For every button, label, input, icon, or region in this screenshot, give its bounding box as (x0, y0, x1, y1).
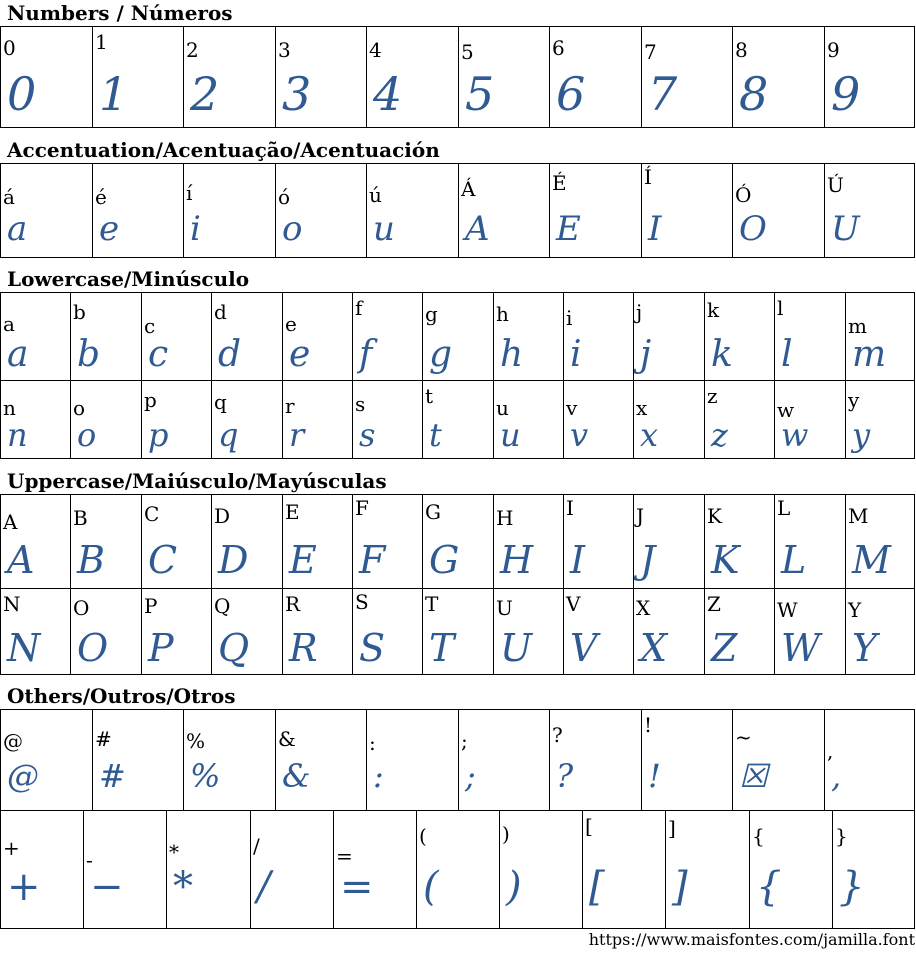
glyph-cell (211, 495, 282, 588)
glyph-label: u (496, 396, 509, 420)
glyph-label: W (777, 598, 798, 622)
glyph-sample: p (148, 416, 169, 454)
footer-url: https://www.maisfontes.com/jamilla.font (588, 930, 915, 949)
glyph-cell (704, 589, 774, 674)
glyph-sample: o (282, 209, 303, 249)
glyph-cell (211, 381, 282, 458)
glyph-label: K (707, 504, 722, 528)
glyph-label: L (777, 496, 791, 520)
glyph-cell (0, 710, 92, 810)
glyph-cell (0, 811, 83, 928)
glyph-label: t (425, 384, 434, 408)
glyph-cell (275, 164, 366, 257)
glyph-cell (845, 293, 915, 380)
glyph-sample: K (711, 538, 740, 582)
section-title-uppercase: Uppercase/Maiúsculo/Mayúsculas (7, 469, 387, 493)
glyph-sample: 0 (7, 67, 37, 121)
glyph-cell (70, 293, 141, 380)
glyph-label: I (566, 496, 574, 520)
glyph-label: F (355, 496, 369, 520)
glyph-label: m (848, 314, 867, 338)
glyph-sample: U (831, 209, 860, 249)
glyph-cell (633, 495, 704, 588)
glyph-label: N (3, 592, 21, 616)
glyph-label: % (186, 729, 206, 753)
section-title-others: Others/Outros/Otros (7, 684, 236, 708)
glyph-label: Í (644, 165, 652, 189)
glyph-label: U (496, 596, 513, 620)
glyph-sample: X (640, 626, 668, 670)
glyph-sample: − (90, 864, 124, 910)
glyph-label: Y (848, 598, 862, 622)
glyph-sample: 7 (648, 67, 678, 121)
glyph-sample: 5 (465, 67, 495, 121)
glyph-cell (824, 710, 915, 810)
glyph-cell (563, 381, 633, 458)
glyph-sample: # (99, 757, 126, 795)
glyph-cell (141, 495, 211, 588)
accents-row (0, 163, 915, 258)
glyph-cell (493, 381, 563, 458)
glyph-label: D (214, 504, 231, 528)
glyph-label: b (73, 300, 86, 324)
glyph-cell (282, 589, 352, 674)
glyph-cell (250, 811, 333, 928)
glyph-sample: E (289, 538, 317, 582)
glyph-cell (665, 811, 749, 928)
glyph-label: [ (585, 814, 593, 838)
glyph-label: d (214, 300, 227, 324)
glyph-cell (458, 164, 549, 257)
glyph-label: h (496, 302, 509, 326)
glyph-cell (352, 495, 422, 588)
glyph-label: 6 (552, 36, 565, 60)
glyph-label: ] (668, 816, 676, 840)
glyph-sample: T (429, 626, 455, 670)
glyph-sample: d (218, 334, 242, 375)
glyph-label: C (144, 502, 160, 526)
glyph-label: G (425, 500, 441, 524)
glyph-cell (458, 710, 549, 810)
glyph-label: } (835, 824, 848, 848)
glyph-cell (0, 293, 70, 380)
glyph-sample: W (781, 626, 821, 670)
glyph-cell (499, 811, 582, 928)
glyph-cell (458, 27, 549, 127)
glyph-sample: n (7, 416, 28, 454)
glyph-sample: O (739, 209, 767, 249)
glyph-sample: h (500, 334, 524, 375)
glyph-cell (641, 710, 732, 810)
glyph-sample: u (500, 416, 521, 454)
glyph-sample: P (148, 626, 174, 670)
glyph-label: q (214, 390, 227, 414)
others-row-1 (0, 709, 915, 811)
glyph-cell (183, 27, 275, 127)
glyph-cell (0, 589, 70, 674)
glyph-sample: [ (589, 864, 605, 910)
glyph-cell (92, 27, 183, 127)
glyph-label: ; (461, 729, 468, 753)
glyph-sample: { (756, 864, 782, 910)
glyph-sample: Y (852, 626, 878, 670)
glyph-sample: ☒ (739, 757, 768, 795)
glyph-label: O (73, 596, 90, 620)
glyph-sample: 6 (556, 67, 586, 121)
glyph-cell (141, 589, 211, 674)
glyph-cell (422, 495, 493, 588)
glyph-cell (493, 293, 563, 380)
lowercase-row-1 (0, 292, 915, 381)
glyph-cell (282, 293, 352, 380)
glyph-label: T (425, 592, 439, 616)
glyph-label: V (566, 592, 581, 616)
glyph-sample: a (7, 334, 29, 375)
glyph-sample: I (570, 538, 586, 582)
glyph-sample: s (359, 416, 376, 454)
glyph-sample: } (839, 864, 865, 910)
glyph-sample: % (190, 757, 221, 795)
glyph-sample: D (218, 538, 249, 582)
glyph-cell (749, 811, 832, 928)
glyph-label: c (144, 314, 156, 338)
glyph-cell (183, 710, 275, 810)
glyph-label: - (86, 848, 93, 872)
glyph-label: 9 (827, 38, 840, 62)
glyph-label: , (827, 739, 834, 763)
glyph-sample: J (640, 538, 656, 582)
glyph-label: ú (369, 183, 382, 207)
glyph-cell (549, 27, 641, 127)
glyph-cell (774, 495, 845, 588)
glyph-label: X (636, 596, 651, 620)
glyph-sample: E (556, 209, 581, 249)
glyph-cell (0, 164, 92, 257)
glyph-label: É (552, 171, 567, 195)
numbers-row (0, 26, 915, 128)
glyph-sample: i (190, 209, 201, 249)
glyph-sample: B (77, 538, 105, 582)
glyph-label: P (144, 594, 158, 618)
glyph-sample: R (289, 626, 318, 670)
glyph-cell (493, 589, 563, 674)
uppercase-row-1 (0, 494, 915, 589)
glyph-label: 5 (461, 40, 474, 64)
glyph-label: s (355, 392, 366, 416)
glyph-sample: j (640, 334, 652, 375)
glyph-label: í (186, 181, 193, 205)
glyph-cell (366, 164, 458, 257)
glyph-label: J (636, 504, 645, 528)
glyph-label: 7 (644, 40, 657, 64)
section-title-accents: Accentuation/Acentuação/Acentuación (7, 138, 440, 162)
glyph-cell (845, 589, 915, 674)
glyph-label: x (636, 396, 648, 420)
glyph-sample: 4 (373, 67, 403, 121)
glyph-sample: , (831, 757, 842, 795)
glyph-sample: M (852, 538, 891, 582)
glyph-label: w (777, 398, 795, 422)
glyph-cell (704, 381, 774, 458)
glyph-sample: U (500, 626, 533, 670)
glyph-cell (582, 811, 665, 928)
glyph-label: f (355, 296, 363, 320)
lowercase-row-2 (0, 380, 915, 459)
glyph-cell (422, 293, 493, 380)
glyph-cell (563, 293, 633, 380)
glyph-label: Q (214, 594, 231, 618)
glyph-sample: ; (465, 757, 476, 795)
glyph-cell (416, 811, 499, 928)
glyph-sample: v (570, 416, 589, 454)
glyph-label: 0 (3, 36, 16, 60)
glyph-label: E (285, 500, 300, 524)
glyph-sample: e (289, 334, 311, 375)
glyph-sample: * (173, 864, 193, 910)
glyph-sample: 9 (831, 67, 861, 121)
glyph-cell (83, 811, 166, 928)
glyph-label: r (285, 394, 295, 418)
glyph-sample: Z (711, 626, 738, 670)
glyph-label: Ó (735, 183, 752, 207)
glyph-label: & (278, 727, 296, 751)
glyph-sample: ) (506, 864, 522, 910)
glyph-label: Á (461, 177, 476, 201)
glyph-sample: H (500, 538, 534, 582)
glyph-sample: S (359, 626, 386, 670)
glyph-label: ! (644, 713, 653, 737)
glyph-cell (422, 589, 493, 674)
glyph-cell (70, 381, 141, 458)
glyph-sample: c (148, 334, 169, 375)
glyph-label: 1 (95, 30, 108, 54)
glyph-cell (275, 710, 366, 810)
glyph-cell (141, 293, 211, 380)
glyph-cell (641, 27, 732, 127)
glyph-sample: 2 (190, 67, 220, 121)
glyph-cell (0, 495, 70, 588)
glyph-label: j (636, 300, 643, 324)
glyph-cell (275, 27, 366, 127)
glyph-label: k (707, 298, 720, 322)
glyph-cell (732, 27, 824, 127)
glyph-sample: N (7, 626, 41, 670)
glyph-cell (422, 381, 493, 458)
glyph-sample: z (711, 416, 728, 454)
glyph-label: R (285, 592, 301, 616)
glyph-sample: L (781, 538, 807, 582)
glyph-cell (166, 811, 250, 928)
glyph-label: ) (502, 822, 510, 846)
glyph-sample: f (359, 334, 373, 375)
glyph-sample: a (7, 209, 28, 249)
glyph-cell (211, 589, 282, 674)
glyph-cell (70, 589, 141, 674)
glyph-cell (774, 589, 845, 674)
glyph-label: = (336, 844, 353, 868)
glyph-cell (282, 495, 352, 588)
glyph-sample: k (711, 334, 733, 375)
glyph-cell (333, 811, 416, 928)
glyph-sample: w (781, 416, 809, 454)
section-title-numbers: Numbers / Números (7, 1, 233, 25)
glyph-label: B (73, 506, 88, 530)
glyph-cell (845, 495, 915, 588)
glyph-sample: 3 (282, 67, 312, 121)
glyph-cell (633, 381, 704, 458)
glyph-cell (183, 164, 275, 257)
glyph-cell (824, 27, 915, 127)
glyph-label: é (95, 185, 107, 209)
glyph-sample: r (289, 416, 305, 454)
glyph-label: p (144, 388, 157, 412)
glyph-cell (352, 589, 422, 674)
glyph-sample: o (77, 416, 97, 454)
glyph-label: @ (3, 729, 23, 753)
glyph-cell (641, 164, 732, 257)
glyph-cell (0, 381, 70, 458)
glyph-cell (563, 495, 633, 588)
glyph-sample: g (429, 334, 453, 375)
glyph-cell (633, 589, 704, 674)
glyph-label: / (253, 834, 260, 858)
glyph-sample: & (282, 757, 311, 795)
glyph-cell (704, 293, 774, 380)
glyph-sample: e (99, 209, 120, 249)
glyph-cell (774, 381, 845, 458)
glyph-label: ( (419, 824, 427, 848)
glyph-sample: Q (218, 626, 250, 670)
glyph-sample: i (570, 334, 582, 375)
glyph-sample: ( (423, 864, 439, 910)
glyph-label: i (566, 306, 573, 330)
glyph-sample: t (429, 416, 442, 454)
glyph-sample: O (77, 626, 109, 670)
glyph-sample: I (648, 209, 662, 249)
glyph-cell (141, 381, 211, 458)
glyph-label: * (169, 840, 179, 864)
glyph-label: g (425, 302, 438, 326)
glyph-label: ? (552, 723, 563, 747)
glyph-cell (633, 293, 704, 380)
glyph-cell (282, 381, 352, 458)
glyph-sample: m (852, 334, 887, 375)
glyph-label: a (3, 312, 15, 336)
glyph-label: Z (707, 592, 721, 616)
glyph-sample: @ (7, 757, 39, 795)
glyph-cell (732, 710, 824, 810)
glyph-cell (366, 710, 458, 810)
glyph-sample: A (7, 538, 35, 582)
glyph-label: y (848, 388, 860, 412)
glyph-cell (549, 164, 641, 257)
glyph-cell (366, 27, 458, 127)
glyph-cell (70, 495, 141, 588)
glyph-label: n (3, 396, 16, 420)
glyph-label: z (707, 384, 718, 408)
glyph-sample: G (429, 538, 460, 582)
glyph-sample: ! (648, 757, 661, 795)
glyph-sample: / (257, 864, 271, 910)
glyph-sample: ] (672, 864, 688, 910)
glyph-sample: C (148, 538, 178, 582)
glyph-label: # (95, 727, 112, 751)
glyph-cell (352, 381, 422, 458)
glyph-sample: y (852, 416, 871, 454)
glyph-label: 4 (369, 38, 382, 62)
glyph-cell (704, 495, 774, 588)
glyph-label: H (496, 506, 514, 530)
glyph-cell (845, 381, 915, 458)
glyph-label: 8 (735, 38, 748, 62)
glyph-label: o (73, 396, 86, 420)
glyph-cell (774, 293, 845, 380)
glyph-sample: V (570, 626, 598, 670)
glyph-cell (0, 27, 92, 127)
glyph-label: ~ (735, 725, 752, 749)
others-row-2 (0, 810, 915, 929)
section-title-lowercase: Lowercase/Minúsculo (7, 267, 250, 291)
glyph-sample: + (7, 864, 41, 910)
glyph-cell (92, 164, 183, 257)
glyph-sample: 8 (739, 67, 769, 121)
glyph-sample: A (465, 209, 490, 249)
glyph-label: + (3, 836, 20, 860)
glyph-label: Ú (827, 173, 844, 197)
glyph-cell (549, 710, 641, 810)
glyph-cell (563, 589, 633, 674)
glyph-sample: b (77, 334, 101, 375)
glyph-label: l (777, 296, 784, 320)
glyph-label: 3 (278, 38, 291, 62)
glyph-sample: ? (556, 757, 574, 795)
glyph-cell (824, 164, 915, 257)
glyph-label: A (3, 510, 18, 534)
glyph-label: S (355, 590, 369, 614)
glyph-label: 2 (186, 38, 199, 62)
glyph-sample: q (218, 416, 239, 454)
glyph-sample: x (640, 416, 659, 454)
uppercase-row-2 (0, 588, 915, 675)
glyph-sample: F (359, 538, 386, 582)
glyph-cell (493, 495, 563, 588)
glyph-label: M (848, 504, 869, 528)
glyph-cell (352, 293, 422, 380)
glyph-sample: = (340, 864, 374, 910)
glyph-cell (92, 710, 183, 810)
glyph-sample: l (781, 334, 793, 375)
glyph-cell (732, 164, 824, 257)
glyph-label: : (369, 731, 376, 755)
glyph-sample: u (373, 209, 395, 249)
glyph-cell (832, 811, 915, 928)
glyph-sample: : (373, 757, 384, 795)
glyph-label: { (752, 824, 765, 848)
glyph-sample: 1 (99, 67, 129, 121)
glyph-label: v (566, 396, 578, 420)
glyph-label: á (3, 185, 15, 209)
glyph-label: e (285, 312, 297, 336)
glyph-label: ó (278, 185, 291, 209)
glyph-cell (211, 293, 282, 380)
